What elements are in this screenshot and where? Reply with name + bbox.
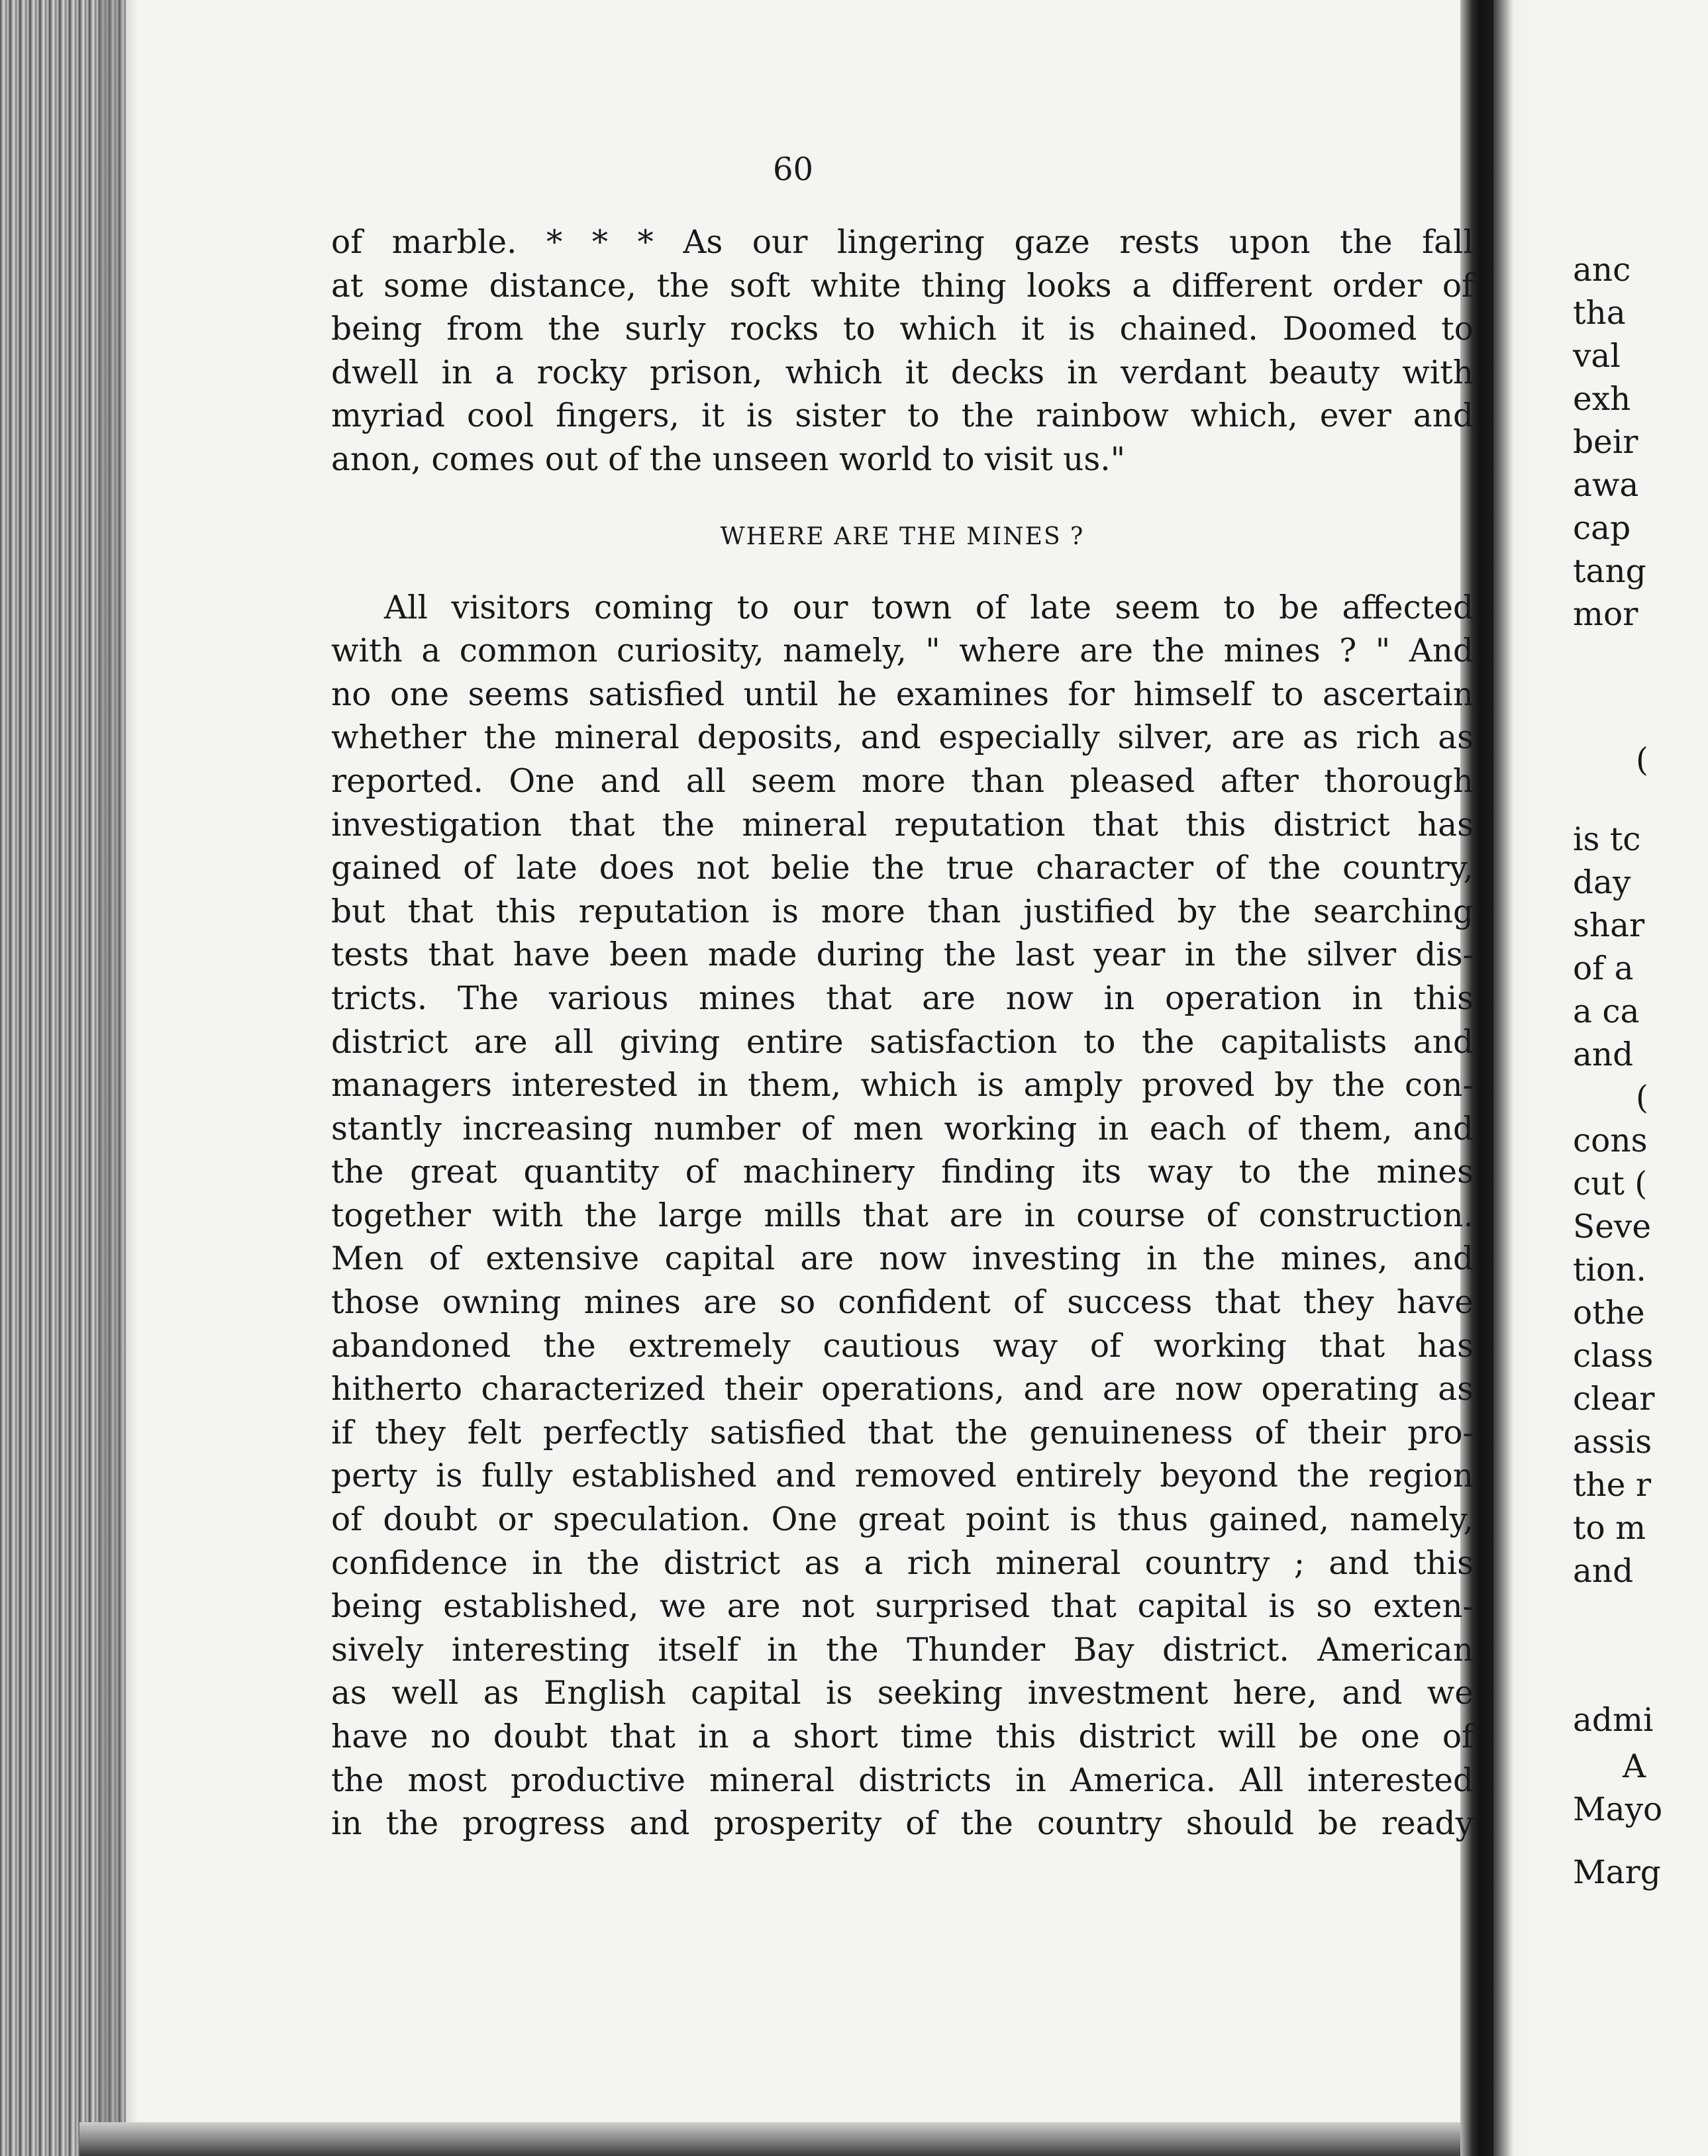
facing-page-fragment: tha <box>1573 295 1626 332</box>
text-line: those owning mines are so confident of success that they have <box>331 1284 1474 1322</box>
text-line: managers interested in them, which is amply proved by the con- <box>331 1067 1474 1104</box>
facing-page-fragment: tang <box>1573 553 1646 590</box>
facing-page-fragment: a ca <box>1573 993 1640 1030</box>
text-line: the most productive mineral districts in America. All interested <box>331 1761 1474 1799</box>
facing-page-fragment: othe <box>1573 1295 1645 1332</box>
text-line: with a common curiosity, namely, " where are the mines ? " And <box>331 632 1474 670</box>
facing-page-fragment: and <box>1573 1553 1634 1590</box>
text-line: dwell in a rocky prison, which it decks in verdant beauty with <box>331 354 1474 391</box>
text-line: All visitors coming to our town of late seem to be affected <box>384 589 1474 626</box>
text-line: tests that have been made during the last year in the silver dis- <box>331 936 1474 974</box>
facing-page-fragment: A <box>1623 1748 1646 1785</box>
text-line: tricts. The various mines that are now in operation in this <box>331 979 1474 1017</box>
facing-page-fragment: mor <box>1573 596 1638 633</box>
facing-page-fragment: of a <box>1573 950 1634 987</box>
facing-page-fragment: the r <box>1573 1467 1652 1504</box>
facing-page-fragment: class <box>1573 1338 1654 1375</box>
facing-page-fragment: day <box>1573 864 1631 901</box>
text-line: whether the mineral deposits, and especially silver, are as rich as <box>331 719 1474 757</box>
text-line: as well as English capital is seeking investment here, and we <box>331 1675 1474 1712</box>
text-line: being from the surly rocks to which it is chained. Doomed to <box>331 311 1474 348</box>
facing-page-fragment: cons <box>1573 1122 1648 1159</box>
facing-page-fragment: admi <box>1573 1702 1654 1739</box>
facing-page-fragment: assis <box>1573 1424 1652 1461</box>
facing-page-fragment: clear <box>1573 1381 1655 1418</box>
text-line: if they felt perfectly satisfied that the genuineness of their pro- <box>331 1414 1474 1451</box>
text-line: but that this reputation is more than justified by the searching <box>331 893 1474 930</box>
text-line: of doubt or speculation. One great point is thus gained, namely, <box>331 1501 1474 1539</box>
text-line: the great quantity of machinery finding its way to the mines <box>331 1153 1474 1191</box>
facing-page-fragment: shar <box>1573 907 1645 944</box>
facing-page-fragment: anc <box>1573 252 1631 289</box>
facing-page-fragment: ( <box>1636 742 1648 779</box>
page-text <box>331 221 1474 1846</box>
text-line: perty is fully established and removed entirely beyond the region <box>331 1457 1474 1495</box>
facing-page-fragment: ( <box>1636 1079 1648 1116</box>
text-line: gained of late does not belie the true character of the country, <box>331 850 1474 887</box>
text-line: together with the large mills that are in course of construction. <box>331 1197 1474 1234</box>
text-line: Men of extensive capital are now investing in the mines, and <box>331 1240 1474 1278</box>
text-line: hitherto characterized their operations, and are now operating as <box>331 1371 1474 1408</box>
facing-page-fragment: beir <box>1573 424 1638 461</box>
text-line: myriad cool fingers, it is sister to the rainbow which, ever and <box>331 397 1474 435</box>
text-line: at some distance, the soft white thing looks a different order of <box>331 267 1474 305</box>
facing-page-fragment: val <box>1573 338 1621 375</box>
section-heading: WHERE ARE THE MINES ? <box>720 522 1085 550</box>
text-line: in the progress and prosperity of the country should be ready <box>331 1805 1474 1843</box>
text-line: of marble. * * * As our lingering gaze rests upon the fall <box>331 224 1474 261</box>
facing-page-fragment: Mayo <box>1573 1791 1663 1828</box>
body-paragraph <box>331 587 1474 1846</box>
text-line: stantly increasing number of men working in each of them, and <box>331 1110 1474 1148</box>
facing-page-fragment: to m <box>1573 1510 1646 1547</box>
text-line: have no doubt that in a short time this district will be one of <box>331 1718 1474 1755</box>
facing-page-fragment: cut ( <box>1573 1165 1648 1202</box>
text-line: abandoned the extremely cautious way of working that has <box>331 1327 1474 1365</box>
text-line: sively interesting itself in the Thunder Bay district. American <box>331 1631 1474 1669</box>
facing-page-fragment: Marg <box>1573 1854 1661 1891</box>
text-line: investigation that the mineral reputation that this district has <box>331 806 1474 844</box>
text-line: anon, comes out of the unseen world to visit us." <box>331 440 1126 478</box>
page <box>126 0 1474 2122</box>
text-line: district are all giving entire satisfaction to the capitalists and <box>331 1023 1474 1061</box>
facing-page-fragment: awa <box>1573 467 1639 504</box>
facing-page-fragment: exh <box>1573 381 1631 418</box>
quote-paragraph <box>331 221 1474 482</box>
text-line: no one seems satisfied until he examines for himself to ascertain <box>331 675 1474 713</box>
facing-page-fragment: and <box>1573 1036 1634 1073</box>
facing-page-fragment: cap <box>1573 510 1631 547</box>
text-line: reported. One and all seem more than pleased after thorough <box>331 762 1474 800</box>
text-line: confidence in the district as a rich mineral country ; and this <box>331 1544 1474 1582</box>
book-bottom-edge <box>79 2122 1460 2156</box>
text-line: being established, we are not surprised that capital is so exten- <box>331 1588 1474 1626</box>
page-number: 60 <box>772 151 814 188</box>
facing-page-fragment: is tc <box>1573 821 1641 858</box>
facing-page-fragment: Seve <box>1573 1208 1652 1246</box>
facing-page-fragment: tion. <box>1573 1251 1646 1289</box>
